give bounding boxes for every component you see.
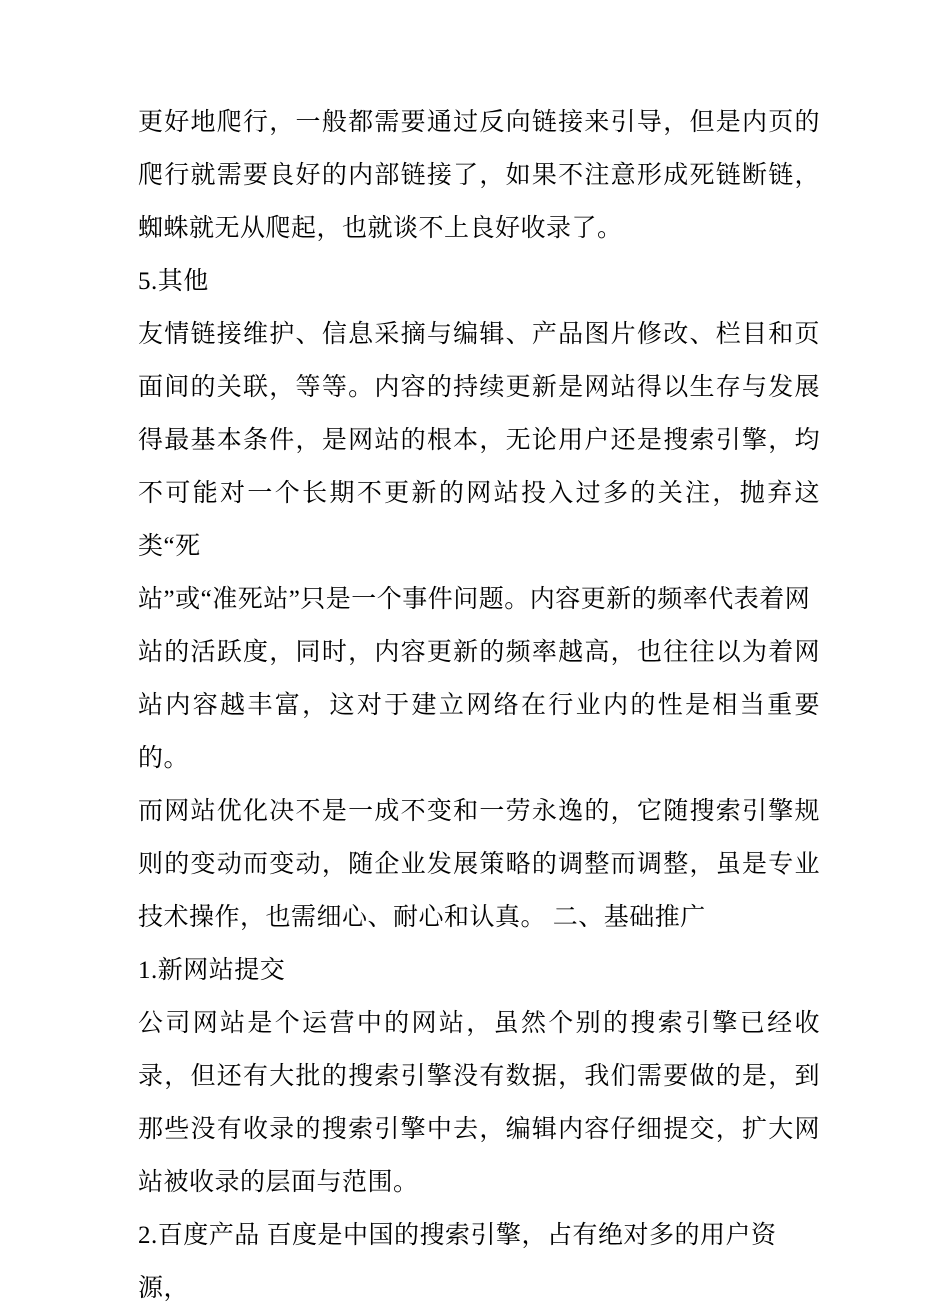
paragraph-crawl-guidance: 更好地爬行，一般都需要通过反向链接来引导，但是内页的爬行就需要良好的内部链接了，如果不注意形成死链断链，蜘蛛就无从爬起，也就谈不上良好收录了。: [138, 109, 820, 242]
heading-new-site-submit: 1.新网站提交: [138, 957, 286, 984]
heading-other: 5.其他: [138, 268, 209, 295]
paragraph-optimization: 而网站优化决不是一成不变和一劳永逸的，它随搜索引擎规则的变动而变动，随企业发展策略的调整而调整，虽是专业技术操作，也需细心、耐心和认真。 二、基础推广: [138, 798, 820, 931]
document-body: [138, 96, 820, 1315]
paragraph-other-content: 友情链接维护、信息采摘与编辑、产品图片修改、栏目和页面间的关联，等等。内容的持续更新是网站得以生存与发展得最基本条件，是网站的根本，无论用户还是搜索引擎，均不可能对一个长期不更新的网站投入过多的关注，抛弃这类“死: [138, 321, 820, 560]
paragraph-baidu-products: 2.百度产品 百度是中国的搜索引擎，占有绝对多的用户资源，: [138, 1222, 777, 1302]
paragraph-activity: 站的活跃度，同时，内容更新的频率越高，也往往以为着网站内容越丰富，这对于建立网络在行业内的性是相当重要的。: [138, 639, 820, 772]
paragraph-submit-detail: 公司网站是个运营中的网站，虽然个别的搜索引擎已经收录，但还有大批的搜索引擎没有数据，我们需要做的是，到那些没有收录的搜索引擎中去，编辑内容仔细提交，扩大网站被收录的层面与范围。: [138, 1010, 820, 1196]
paragraph-dead-site: 站”或“准死站”只是一个事件问题。内容更新的频率代表着网: [138, 586, 811, 613]
